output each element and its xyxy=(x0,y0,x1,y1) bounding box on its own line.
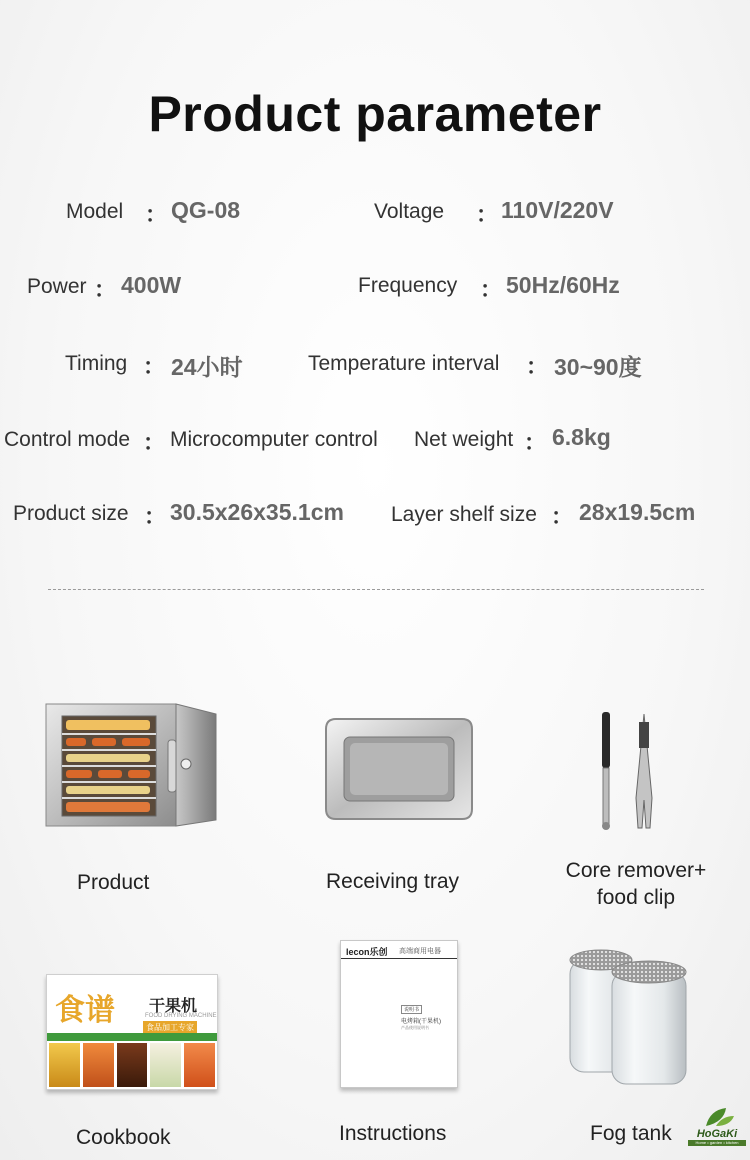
product-caption: Product xyxy=(77,871,150,894)
product-size-separator: ： xyxy=(144,504,167,529)
model-separator: ： xyxy=(145,202,168,227)
product-image xyxy=(44,700,220,836)
cookbook-caption: Cookbook xyxy=(76,1126,171,1149)
core-remover-caption xyxy=(550,857,722,911)
temperature-label: Temperature interval xyxy=(308,352,500,375)
brand-logo xyxy=(688,1104,746,1152)
shelf-size-separator: ： xyxy=(551,504,574,529)
voltage-value: 110V/220V xyxy=(501,197,614,223)
cookbook-image xyxy=(46,974,218,1090)
control-mode-separator: ： xyxy=(143,430,166,455)
timing-separator: ： xyxy=(143,354,166,379)
core-remover-caption-line2: food clip xyxy=(596,886,676,909)
leaf-icon xyxy=(688,1104,746,1128)
manual-small-text: 产品使用说明书 xyxy=(401,1025,429,1030)
logo-tagline: Home • garden • kitchen xyxy=(688,1140,746,1146)
power-separator: ： xyxy=(94,277,117,302)
frequency-separator: ： xyxy=(480,277,503,302)
manual-product-name: 电烤箱(干果机) xyxy=(401,1019,441,1025)
cookbook-big-text: 食谱 xyxy=(55,993,115,1028)
cookbook-food-photos xyxy=(49,1043,215,1087)
instructions-caption: Instructions xyxy=(339,1122,447,1145)
core-remover-caption-line1: Core remover+ xyxy=(565,859,707,882)
logo-text: HoGaKi xyxy=(696,1128,738,1140)
cookbook-subtitle: 食品加工专家 xyxy=(143,1021,197,1034)
shelf-size-label: Layer shelf size xyxy=(391,503,537,526)
control-mode-value: Microcomputer control xyxy=(170,428,378,451)
control-mode-label: Control mode xyxy=(4,428,131,451)
shelf-size-value: 28x19.5cm xyxy=(579,499,696,525)
net-weight-label: Net weight xyxy=(414,428,514,451)
model-value: QG-08 xyxy=(171,197,241,223)
manual-header: 高端商用电器 xyxy=(399,948,441,955)
net-weight-separator: ： xyxy=(524,430,547,455)
net-weight-value: 6.8kg xyxy=(552,424,611,450)
frequency-label: Frequency xyxy=(358,274,458,297)
manual-brand: lecon乐创 xyxy=(346,947,388,957)
cookbook-green-band xyxy=(47,1033,217,1041)
power-label: Power xyxy=(27,275,87,298)
fog-tank-image xyxy=(564,946,694,1088)
voltage-separator: ： xyxy=(476,202,499,227)
temperature-value: 30~90度 xyxy=(554,354,642,380)
dashed-divider xyxy=(48,589,704,590)
receiving-tray-caption: Receiving tray xyxy=(326,870,460,893)
receiving-tray-image xyxy=(320,715,478,827)
core-remover-image xyxy=(592,708,666,836)
cookbook-tagline: FOOD DRYING MACHINE xyxy=(145,1013,217,1019)
manual-badge: 说明书 xyxy=(401,1005,422,1014)
instructions-image xyxy=(340,940,458,1088)
page-title: Product parameter xyxy=(148,86,602,142)
product-size-label: Product size xyxy=(13,502,129,525)
manual-header-line xyxy=(341,958,457,959)
power-value: 400W xyxy=(121,272,182,298)
fog-tank-caption: Fog tank xyxy=(590,1122,672,1145)
timing-value: 24小时 xyxy=(171,354,243,380)
temperature-separator: ： xyxy=(526,354,549,379)
timing-label: Timing xyxy=(65,352,128,375)
cookbook-title: 干果机 xyxy=(149,998,198,1015)
frequency-value: 50Hz/60Hz xyxy=(506,272,620,298)
model-label: Model xyxy=(66,200,124,223)
voltage-label: Voltage xyxy=(374,200,445,223)
product-size-value: 30.5x26x35.1cm xyxy=(170,499,344,525)
